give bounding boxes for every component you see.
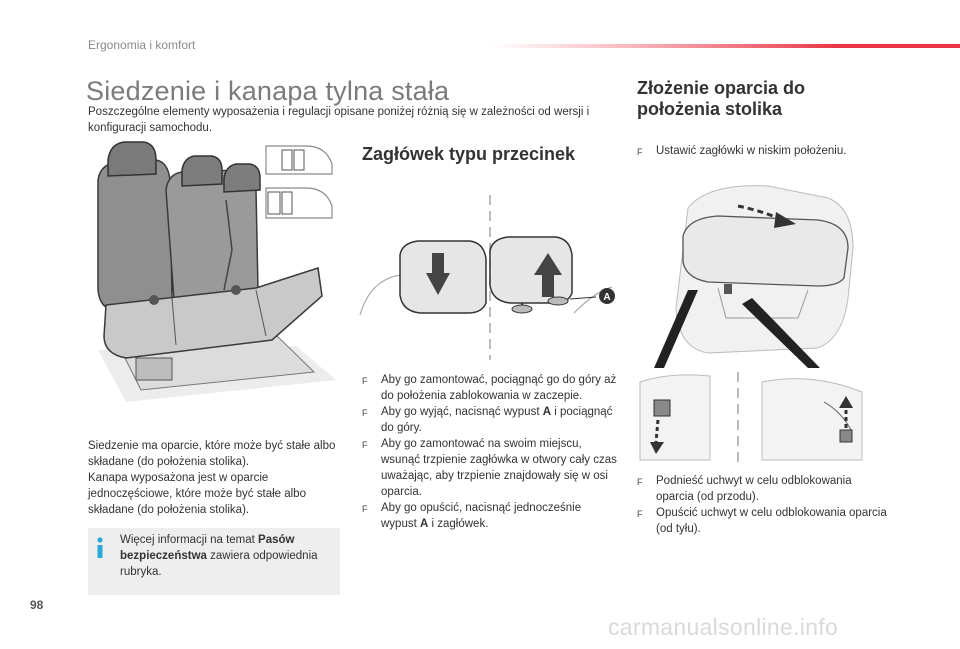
bullet-text: Ustawić zagłówki w niskim położeniu. — [656, 145, 847, 157]
heading-line: położenia stolika — [637, 99, 783, 119]
headrest-bullet — [362, 372, 618, 404]
headrest-illustration — [360, 195, 620, 360]
bullet-marker: F — [637, 509, 643, 519]
headrest-heading: Zagłówek typu przecinek — [362, 144, 576, 164]
table-bullet — [637, 505, 887, 537]
bullet-marker: F — [637, 477, 643, 487]
seat-description — [88, 438, 338, 518]
bullet-marker: F — [362, 504, 368, 514]
bullet-text: i pociągnąć do góry. — [381, 406, 613, 434]
bullet-text: Podnieść uchwyt w celu odblokowania oparcia (od przodu). — [656, 475, 852, 503]
info-text-before: Więcej informacji na temat — [120, 534, 259, 546]
bullet-marker: F — [362, 440, 368, 450]
heading-line: Złożenie oparcia do — [637, 78, 806, 98]
info-text-link: Pasów bezpieczeństwa — [120, 534, 295, 562]
headrest-instructions — [362, 372, 618, 532]
callout-a: A — [603, 292, 611, 303]
bullet-text: Aby go wyjąć, nacisnąć wypust — [381, 406, 543, 418]
bullet-bold: A — [420, 518, 429, 530]
table-bullet — [637, 143, 887, 159]
seat-paragraph-2: Kanapa wyposażona jest w oparcie jednoczęściowe, które może być stałe albo składane (do położenia stolika). — [88, 472, 306, 516]
watermark: carmanualsonline.info — [608, 614, 839, 640]
bullet-text: Aby go zamontować na swoim miejscu, wsunąć trzpienie zagłówka w otwory cały czas uważając, aby trzpienie znajdowały się w osi oparcia. — [381, 438, 617, 498]
bullet-marker: F — [362, 408, 368, 418]
page-number: 98 — [30, 598, 44, 612]
info-icon — [93, 537, 107, 559]
bullet-bold: A — [542, 406, 552, 418]
bullet-marker: F — [637, 147, 643, 157]
section-label: Ergonomia i komfort — [88, 38, 196, 52]
handle-front-illustration — [640, 372, 740, 462]
bullet-marker: F — [362, 376, 368, 386]
vehicle-layout-diagram — [262, 140, 344, 228]
table-bullet — [637, 473, 887, 505]
bullet-text: Aby go zamontować, pociągnąć go do góry aż do położenia zablokowania w zaczepie. — [381, 374, 617, 402]
headrest-bullet — [362, 500, 618, 532]
handle-rear-illustration — [752, 372, 864, 462]
headrest-bullet — [362, 404, 618, 436]
headrest-bullet — [362, 436, 618, 500]
folding-backrest-illustration — [648, 178, 862, 368]
seat-paragraph-1: Siedzenie ma oparcie, które może być stałe albo składane (do położenia stolika). — [88, 440, 336, 468]
bullet-text: i zagłówek. — [428, 518, 489, 530]
page-title: Siedzenie i kanapa tylna stała — [86, 76, 450, 106]
headrest-low-instruction — [637, 143, 887, 159]
table-position-heading — [637, 78, 877, 120]
handle-instructions — [637, 473, 887, 537]
intro-text: Poszczególne elementy wyposażenia i regulacji opisane poniżej różnią się w zależności od wersji i konfiguracji samochodu. — [88, 106, 590, 134]
info-text — [120, 532, 332, 580]
info-text-after: zawiera odpowiednia rubryka. — [120, 550, 318, 578]
bullet-text: Aby go opuścić, nacisnąć jednocześnie wypust — [381, 502, 582, 530]
header-accent-bar — [490, 44, 960, 48]
bullet-text: Opuścić uchwyt w celu odblokowania oparcia (od tyłu). — [656, 507, 887, 535]
